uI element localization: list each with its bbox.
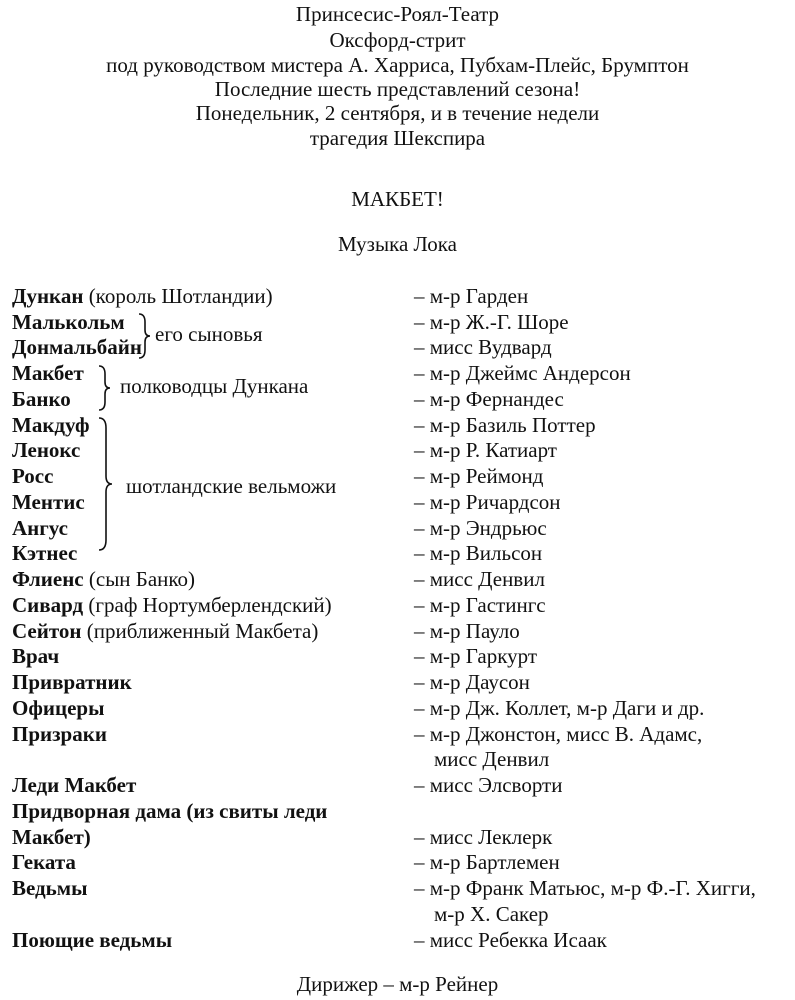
- actor-officers: – м-р Дж. Коллет, м-р Даги и др.: [414, 696, 705, 720]
- brace-sons: [136, 312, 152, 360]
- music-credit: Музыка Лока: [338, 232, 457, 256]
- role-angus: Ангус: [12, 516, 68, 540]
- actor-doctor: – м-р Гаркурт: [414, 644, 538, 668]
- role-witches: Ведьмы: [12, 876, 88, 900]
- theatre-name: Принсесис-Роял-Театр: [295, 2, 500, 26]
- actor-macbeth: – м-р Джеймс Андерсон: [414, 361, 631, 385]
- role-fleance: Флиенс (сын Банко): [12, 567, 196, 591]
- play-title: МАКБЕТ!: [351, 187, 444, 211]
- season-line: Последние шесть представлений сезона!: [214, 77, 581, 101]
- role-lady-macbeth: Леди Макбет: [12, 773, 137, 797]
- role-officers: Офицеры: [12, 696, 105, 720]
- actor-hecate: – м-р Бартлемен: [414, 850, 560, 874]
- actor-ghosts-cont: мисс Денвил: [434, 747, 550, 771]
- actor-witches: – м-р Франк Матьюс, м-р Ф.-Г. Хигги,: [414, 876, 756, 900]
- actor-lady-macbeth: – мисс Элсворти: [414, 773, 563, 797]
- group-label-sons: его сыновья: [155, 322, 263, 346]
- role-hecate: Геката: [12, 850, 76, 874]
- role-singing-witches: Поющие ведьмы: [12, 928, 173, 952]
- actor-fleance: – мисс Денвил: [414, 567, 545, 591]
- management-line: под руководством мистера А. Харриса, Пубхам-Плейс, Брумптон: [106, 53, 689, 77]
- actor-ghosts: – м-р Джонстон, мисс В. Адамс,: [414, 722, 703, 746]
- role-malcolm: Малькольм: [12, 310, 125, 334]
- actor-menteith: – м-р Ричардсон: [414, 490, 561, 514]
- actor-banquo: – м-р Фернандес: [414, 387, 564, 411]
- actor-seyton: – м-р Пауло: [414, 619, 520, 643]
- role-porter: Привратник: [12, 670, 132, 694]
- role-macbeth: Макбет: [12, 361, 84, 385]
- date-line: Понедельник, 2 сентября, и в течение недели: [195, 101, 600, 125]
- role-lennox: Ленокс: [12, 438, 81, 462]
- role-seyton: Сейтон (приближенный Макбета): [12, 619, 319, 643]
- actor-lennox: – м-р Р. Катиарт: [414, 438, 557, 462]
- role-gentlewoman-cont: Макбет): [12, 825, 91, 849]
- actor-malcolm: – м-р Ж.-Г. Шоре: [414, 310, 569, 334]
- actor-caithness: – м-р Вильсон: [414, 541, 543, 565]
- conductor-credit: Дирижер – м-р Рейнер: [296, 972, 499, 996]
- brace-nobles: [96, 416, 114, 552]
- actor-witches-cont: м-р Х. Сакер: [434, 902, 549, 926]
- brace-generals: [96, 364, 112, 412]
- role-banquo: Банко: [12, 387, 71, 411]
- actor-porter: – м-р Даусон: [414, 670, 530, 694]
- role-menteith: Ментис: [12, 490, 85, 514]
- genre-line: трагедия Шекспира: [309, 126, 486, 150]
- role-siward: Сивард (граф Нортумберлендский): [12, 593, 332, 617]
- actor-ross: – м-р Реймонд: [414, 464, 544, 488]
- role-ghosts: Призраки: [12, 722, 107, 746]
- actor-angus: – м-р Эндрьюс: [414, 516, 547, 540]
- group-label-nobles: шотландские вельможи: [126, 474, 337, 498]
- role-duncan: Дункан (король Шотландии): [12, 284, 273, 308]
- group-label-generals: полководцы Дункана: [120, 374, 309, 398]
- actor-gentlewoman: – мисс Леклерк: [414, 825, 553, 849]
- actor-siward: – м-р Гастингс: [414, 593, 546, 617]
- role-gentlewoman: Придворная дама (из свиты леди: [12, 799, 328, 823]
- actor-duncan: – м-р Гарден: [414, 284, 529, 308]
- actor-singing-witches: – мисс Ребекка Исаак: [414, 928, 607, 952]
- role-caithness: Кэтнес: [12, 541, 78, 565]
- role-doctor: Врач: [12, 644, 60, 668]
- role-ross: Росс: [12, 464, 54, 488]
- theatre-street: Оксфорд-стрит: [329, 28, 466, 52]
- role-macduff: Макдуф: [12, 413, 90, 437]
- actor-donalbain: – мисс Вудвард: [414, 335, 552, 359]
- role-donalbain: Донмальбайн: [12, 335, 142, 359]
- actor-macduff: – м-р Базиль Поттер: [414, 413, 596, 437]
